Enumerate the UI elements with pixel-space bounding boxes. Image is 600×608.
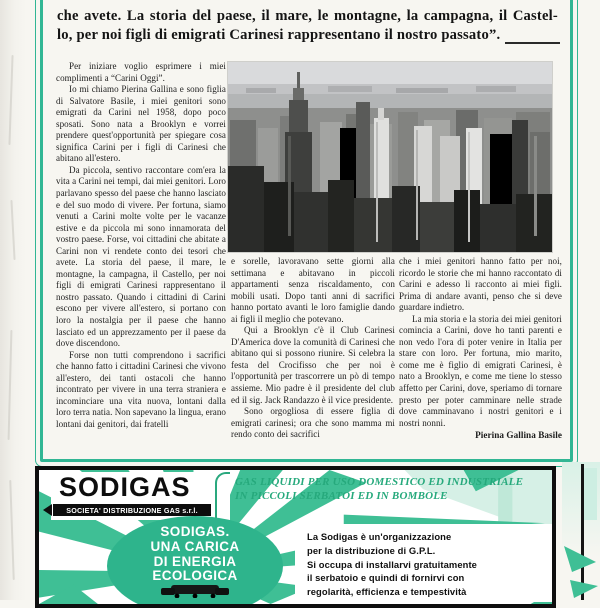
slogan-line: DI ENERGIA	[153, 553, 237, 569]
article-paragraph: e sorelle, lavoravano sette giorni alla settimana e abitavano in piccoli appartamenti senza riscaldamento, con mobili usati. Dopo tanti anni di sacrifici hanno portato avanti le loro famiglie dando ai figli il meglio che potevano.	[231, 256, 395, 324]
ad-description	[295, 524, 556, 602]
sodigas-advertisement	[35, 466, 556, 608]
headline-quote	[57, 7, 558, 44]
ad-description-line: regolarità, efficienza e tempestività	[307, 586, 467, 598]
left-arrow-icon	[43, 504, 52, 516]
ad-description-line: il serbatoio e quindi di fornirvi con	[307, 572, 465, 584]
scan-page-edge	[0, 0, 26, 600]
article-paragraph: La mia storia e la storia dei miei genitori comincia a Carini, dove ho tanti parenti e non vedo l'ora di poter venire in Italia per stare con loro. Per fortuna, mio marito, come me è figlio di emigrati Carinesi, è nato a Brooklyn, e come me tiene lo stesso affetto per Carini, dove, speriamo di tornare presto per poter camminare nelle strade dove camminavano i nostri genitori e i nostri nonni.	[399, 313, 562, 428]
ad-tagline-line: GAS LIQUIDI PER USO DOMESTICO ED INDUSTRIALE	[235, 476, 524, 488]
gas-truck-silhouette	[157, 584, 233, 598]
article-column-3	[399, 256, 562, 462]
headline-separator-rule	[505, 42, 560, 44]
article-paragraph: Forse non tutti comprendono i sacrifici che hanno fatto i cittadini Carinesi che vivono all'estero, dei tanti ostacoli che hanno incontrato per vivere in una terra straniera e incominciare una vita nuova, lontani dalla loro terra natia. Non sapevano la lingua, erano lontani dai genitori, dai fratelli	[56, 349, 226, 429]
slogan-line: UNA CARICA	[150, 538, 240, 554]
article-column-1	[56, 61, 226, 458]
article-paragraph: Io mi chiamo Pierina Gallina e sono figlia di Salvatore Basile, i miei genitori sono emigrati da Carini nel 1958, dopo poco sposati. Sono nata a Brooklyn e vorrei prendere quest'opportunità per spiegare cosa significa Carini per i figli di Carinesi che abitano all'estero.	[56, 84, 226, 164]
article-paragraph: Qui a Brooklyn c'è il Club Carinesi D'America dove la comunità di Carinesi che abitano qui si possono riunire. Si celebra la festa del Crocifisso che per noi è l'opportunità per trascorrere un pò di tempo assieme. Mio padre è il presidente del club ed il sig. Jack Randazzo è il vice presidente.	[231, 325, 395, 405]
ad-description-line: Si occupa di installarvi gratuitamente	[307, 558, 477, 570]
ad-description-line: La Sodigas è un'organizzazione	[307, 531, 452, 542]
slogan-line: SODIGAS.	[160, 524, 230, 539]
company-subtitle: SOCIETA' DISTRIBUZIONE GAS s.r.l.	[53, 504, 211, 516]
article-paragraph: che i miei genitori hanno fatto per noi, ricordo le storie che mi hanno raccontato di Carini e adesso li racconto ai miei figli. Prima di andare avanti, penso che si deve guardare indietro.	[399, 256, 562, 313]
article-paragraph: Per iniziare voglio esprimere i miei complimenti a “Carini Oggi”.	[56, 61, 226, 83]
headline-line: che avete. La storia del paese, il mare, le montagne, la campagna, il Castel-	[57, 8, 558, 24]
headline-line: lo, per noi figli di emigrati Carinesi rappresentano il nostro passato”.	[57, 26, 501, 43]
ad-description-line: per la distribuzione di G.P.L.	[307, 544, 436, 556]
article-column-2	[231, 256, 395, 462]
author-signature: Pierina Gallina Basile	[475, 430, 562, 441]
sodigas-wordmark: SODIGAS	[59, 472, 191, 502]
ad-tagline	[235, 476, 535, 503]
slogan-line: ECOLOGICA	[152, 568, 238, 584]
new-york-skyline-photo	[228, 62, 552, 252]
adjacent-page-fragment	[560, 460, 600, 600]
divider-bracket	[215, 472, 230, 520]
article-paragraph: Da piccola, sentivo raccontare com'era la vita a Carini nei tempi, dai miei genitori. Loro parlavano spesso del paese che hanno lasciato e del suo modo di vivere. Per fortuna, siamo venuti a Carini molte volte per le vacanze estive e da piccola mi sono innamorata del vostro paese. Forse, voi cittadini che abitate a Carini non vi rendete conto dei tesori che avete. La storia del paese, il mare, le montagne, la campagna, il Castello, per noi figli di emigrati Carinesi rappresentano il nostro passato. Quando i cittadini di Carini escono per vivere all'estero, si portano con loro la nostalgia per il paese che hanno lasciato ed un apprezzamento per il paese da dove discendono.	[56, 164, 226, 349]
article-paragraph: Sono orgogliosa di essere figlia di emigrati carinesi; ora che sono mamma mi rendo conto dei sacrifici	[231, 406, 395, 440]
ad-tagline-line: IN PICCOLI SERBATOI ED IN BOMBOLE	[235, 489, 448, 502]
sodigas-logo	[51, 472, 215, 520]
